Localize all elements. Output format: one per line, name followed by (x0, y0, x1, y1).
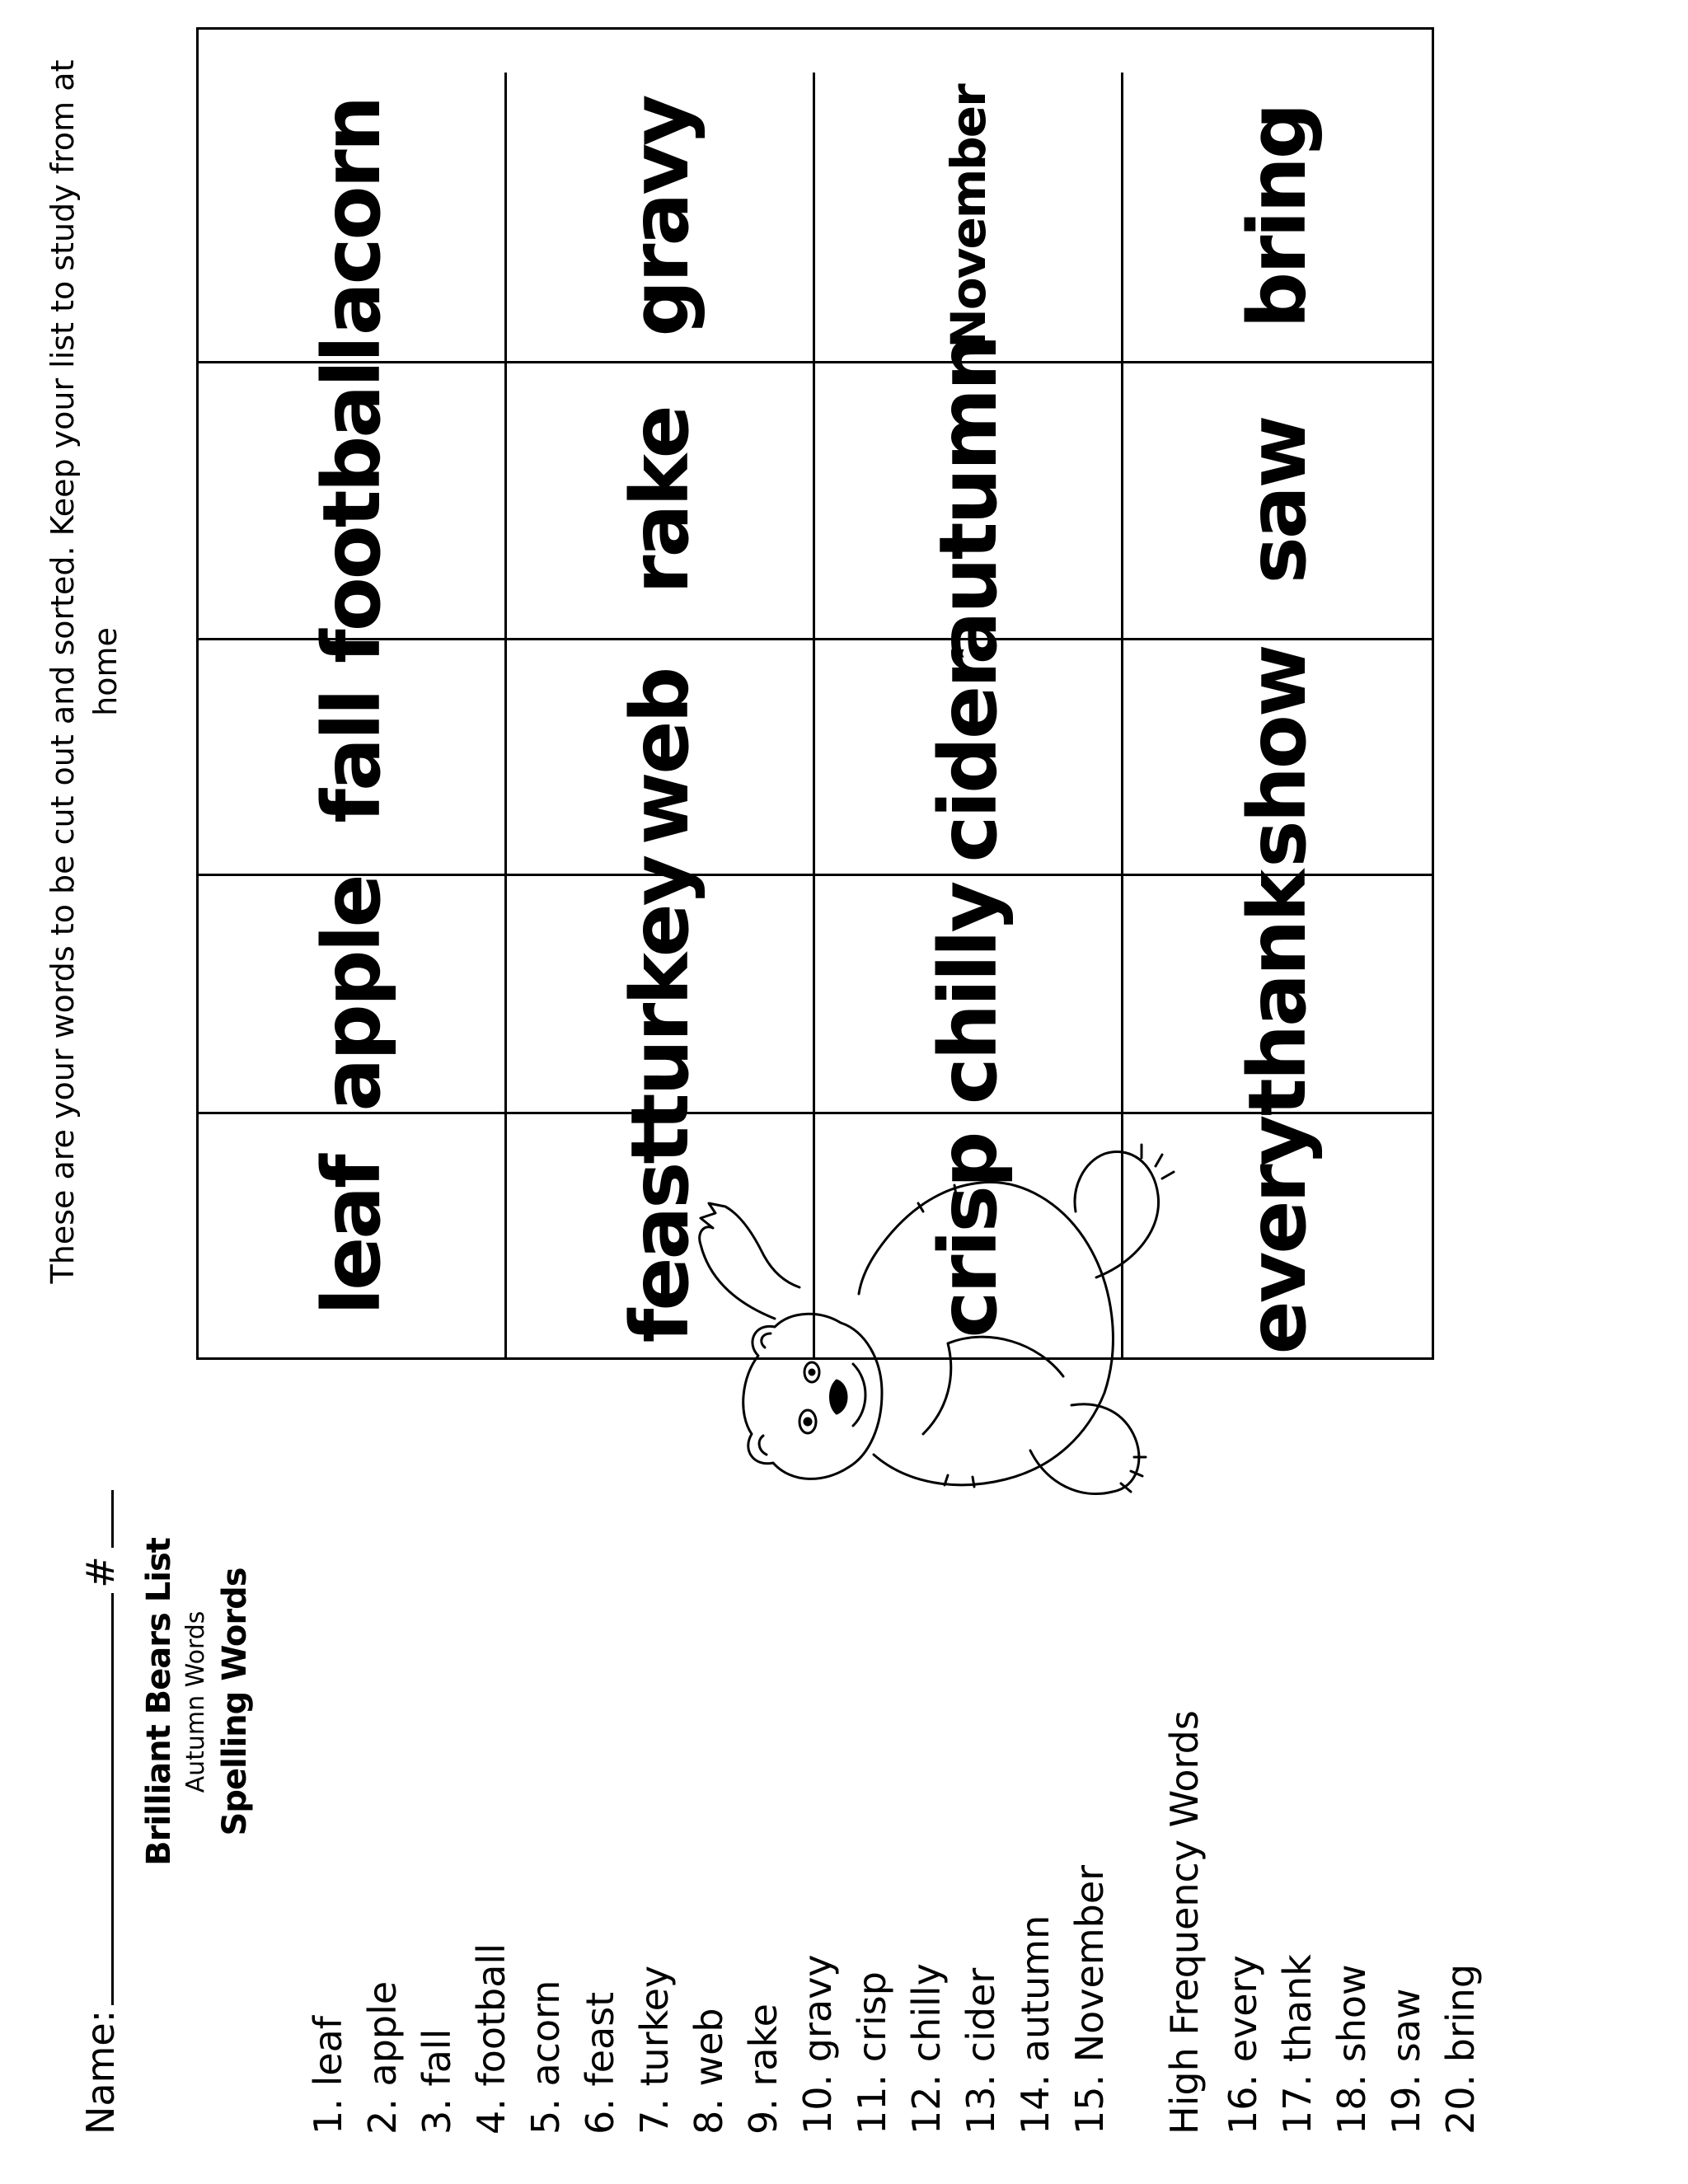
instructions-text: These are your words to be cut out and sorted. Keep your list to study from at home (45, 59, 124, 1284)
name-line (78, 1490, 123, 2135)
word-card[interactable]: crisp (815, 1112, 1123, 1357)
word-card[interactable]: rake (507, 361, 815, 638)
list-item: 20. bring (1438, 1963, 1483, 2135)
name-blank[interactable] (78, 1593, 114, 2005)
list-item: 5. acorn (523, 1980, 568, 2135)
list-item: 16. every (1221, 1955, 1265, 2135)
word-card[interactable]: chilly (815, 874, 1123, 1112)
word-card[interactable]: show (1123, 638, 1432, 874)
list-item: 12. chilly (904, 1963, 949, 2135)
list-item: 11. crisp (850, 1971, 894, 2135)
list-item: 15. November (1067, 1864, 1112, 2135)
word-card[interactable]: acorn (199, 73, 507, 361)
spelling-words-heading: Spelling Words (216, 1568, 254, 1836)
list-item: 17. thank (1275, 1954, 1320, 2135)
word-card-grid (196, 27, 1434, 1360)
word-card[interactable]: feast (507, 1112, 815, 1357)
word-card[interactable]: leaf (199, 1112, 507, 1357)
word-card[interactable]: web (507, 638, 815, 874)
word-card[interactable]: fall (199, 638, 507, 874)
high-frequency-heading: High Frequency Words (1162, 1710, 1207, 2135)
list-item: 18. show (1329, 1964, 1374, 2135)
word-card[interactable]: November (815, 73, 1123, 361)
list-item: 4. football (469, 1943, 513, 2135)
list-item: 6. feast (578, 1991, 622, 2135)
list-item: 8. web (687, 2008, 731, 2135)
list-item: 14. autumn (1013, 1915, 1057, 2135)
spelling-word-list (301, 1865, 1117, 2135)
list-item: 2. apple (360, 1980, 405, 2135)
high-frequency-list (1216, 1954, 1488, 2135)
word-card[interactable]: thank (1123, 874, 1432, 1112)
list-item: 19. saw (1384, 1988, 1428, 2135)
word-card[interactable]: bring (1231, 105, 1324, 329)
number-label: # (78, 1556, 123, 1588)
list-item: 13. cider (959, 1967, 1003, 2135)
list-item: 3. fall (415, 2028, 459, 2135)
list-subtitle: Autumn Words (181, 1610, 210, 1793)
word-card[interactable]: every (1123, 1112, 1432, 1357)
list-item: 7. turkey (632, 1965, 677, 2135)
number-blank[interactable] (78, 1490, 114, 1548)
word-card[interactable]: turkey (507, 874, 815, 1112)
list-item: 9. rake (741, 2004, 785, 2135)
list-item: 1. leaf (306, 2016, 350, 2135)
word-card[interactable]: apple (199, 874, 507, 1112)
word-card[interactable]: autumn (815, 361, 1123, 638)
word-card[interactable]: cider (815, 638, 1123, 874)
name-label: Name: (78, 2009, 123, 2135)
list-item: 10. gravy (795, 1954, 840, 2135)
word-card[interactable]: gravy (507, 73, 815, 361)
list-title: Brilliant Bears List (140, 1538, 178, 1866)
word-card[interactable]: saw (1123, 361, 1432, 638)
word-card[interactable]: football (199, 361, 507, 638)
